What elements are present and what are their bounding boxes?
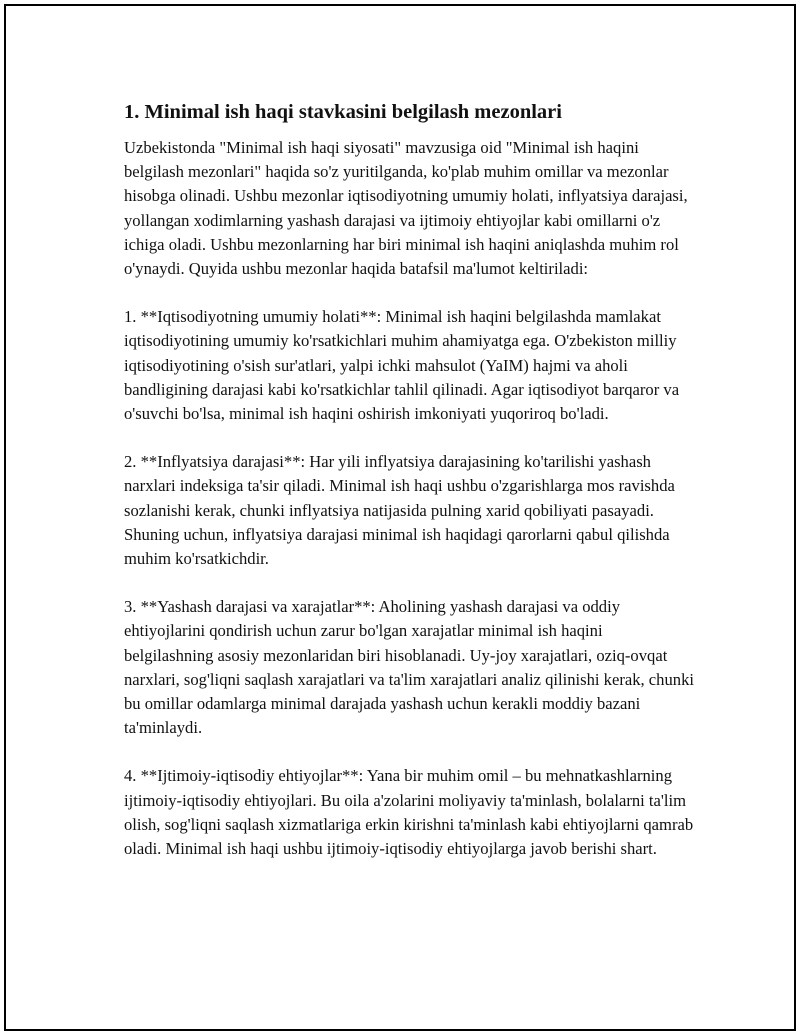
document-body	[124, 100, 694, 861]
section-heading: 1. Minimal ish haqi stavkasini belgilash mezonlari	[124, 101, 562, 123]
criterion-paragraph-3: 3. **Yashash darajasi va xarajatlar**: Aholining yashash darajasi va oddiy ehtiyojlarini qondirish uchun zarur bo'lgan xarajatlar minimal ish haqini belgilashning asosiy mezonlaridan biri hisoblanadi. Uy-joy xarajatlari, oziq-ovqat narxlari, sog'liqni saqlash xarajatlari va ta'lim xarajatlari analiz qilinishi kerak, chunki bu omillar odamlarga minimal darajada yashash uchun kerakli moddiy bazani ta'minlaydi.	[124, 597, 694, 738]
intro-paragraph: Uzbekistonda "Minimal ish haqi siyosati" mavzusiga oid "Minimal ish haqini belgilash mezonlari" haqida so'z yuritilganda, ko'plab muhim omillar va mezonlar hisobga olinadi. Ushbu mezonlar iqtisodiyotning umumiy holati, inflyatsiya darajasi, yollangan xodimlarning yashash darajasi va ijtimoiy ehtiyojlar kabi omillarni o'z ichiga oladi. Ushbu mezonlarning har biri minimal ish haqini aniqlashda muhim rol o'ynaydi. Quyida ushbu mezonlar haqida batafsil ma'lumot keltiriladi:	[124, 138, 688, 279]
criterion-paragraph-1: 1. **Iqtisodiyotning umumiy holati**: Minimal ish haqini belgilashda mamlakat iqtisodiyotining umumiy ko'rsatkichlari muhim ahamiyatga ega. O'zbekiston milliy iqtisodiyotining o'sish sur'atlari, yalpi ichki mahsulot (YaIM) hajmi va aholi bandligining darajasi kabi ko'rsatkichlar tahlil qilinadi. Agar iqtisodiyot barqaror va o'suvchi bo'lsa, minimal ish haqini oshirish imkoniyati yuqoriroq bo'ladi.	[124, 307, 680, 424]
page-frame	[4, 4, 796, 1031]
criterion-paragraph-4: 4. **Ijtimoiy-iqtisodiy ehtiyojlar**: Yana bir muhim omil – bu mehnatkashlarning ijtimoiy-iqtisodiy ehtiyojlari. Bu oila a'zolarini moliyaviy ta'minlash, bolalarni ta'lim olish, sog'liqni saqlash xizmatlariga erkin kirishni ta'minlash kabi ehtiyojlarni qamrab oladi. Minimal ish haqi ushbu ijtimoiy-iqtisodiy ehtiyojlarga javob berishi shart.	[124, 766, 694, 859]
criterion-paragraph-2: 2. **Inflyatsiya darajasi**: Har yili inflyatsiya darajasining ko'tarilishi yashash narxlari indeksiga ta'sir qiladi. Minimal ish haqi ushbu o'zgarishlarga mos ravishda sozlanishi kerak, chunki inflyatsiya natijasida pulning xarid qobiliyati pasayadi. Shuning uchun, inflyatsiya darajasi minimal ish haqidagi qarorlarni qabul qilishda muhim ko'rsatkichdir.	[124, 452, 675, 569]
